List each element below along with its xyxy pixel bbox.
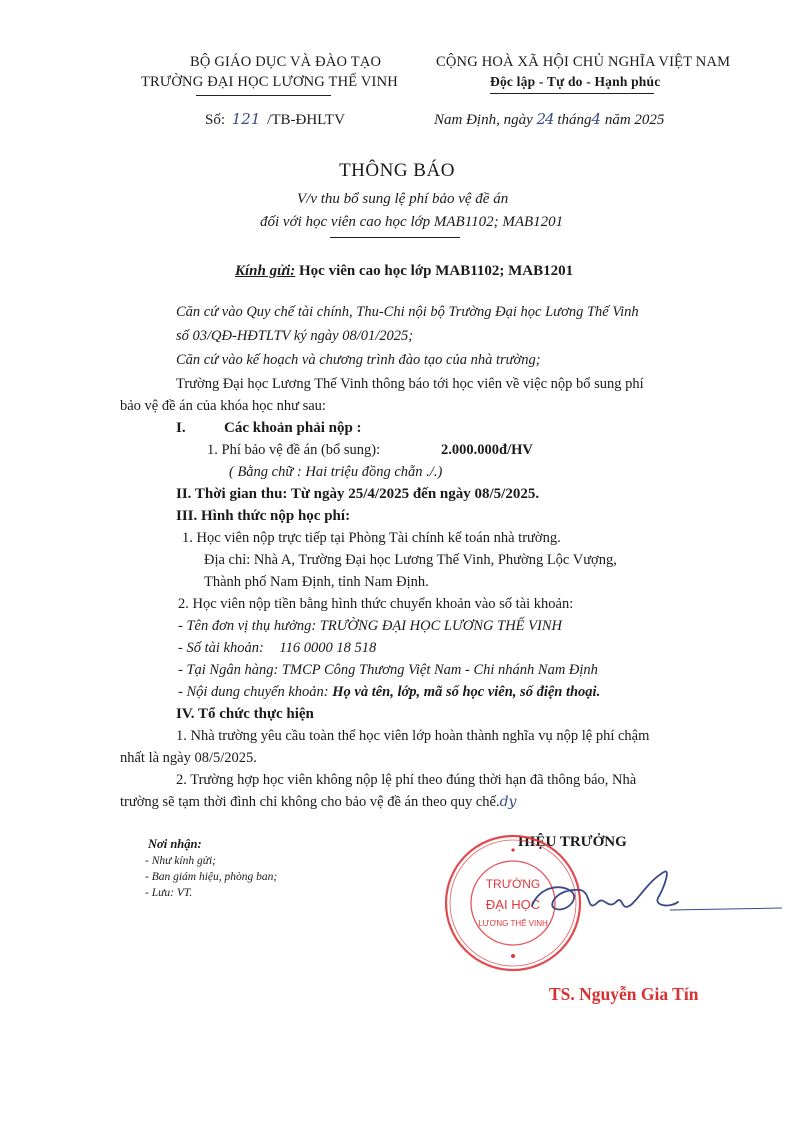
document-number bbox=[205, 110, 345, 129]
fee-label: 1. Phí bảo vệ đề án (bổ sung): bbox=[207, 442, 381, 458]
intro-line1: Trường Đại học Lương Thế Vinh thông báo tới học viên về việc nộp bổ sung phí bbox=[176, 376, 644, 392]
handwritten-day: 24 bbox=[536, 110, 554, 128]
implementation-2-line2 bbox=[120, 794, 516, 811]
intro-line2: bảo vệ đề án của khóa học như sau: bbox=[120, 398, 326, 414]
header-right-underline bbox=[490, 93, 654, 94]
date-month-label: tháng bbox=[557, 112, 592, 128]
date-year: năm 2025 bbox=[604, 112, 665, 128]
implementation-2-text: trường sẽ tạm thời đình chỉ không cho bảo vệ đề án theo quy chế. bbox=[120, 794, 500, 810]
national-motto: Độc lập - Tự do - Hạnh phúc bbox=[490, 74, 661, 89]
recipients-label: Nơi nhận: bbox=[148, 837, 202, 851]
signer-title: HIỆU TRƯỞNG bbox=[518, 834, 627, 850]
implementation-1-line2: nhất là ngày 08/5/2025. bbox=[120, 750, 257, 766]
section-3-title: III. Hình thức nộp học phí: bbox=[176, 508, 351, 524]
handwritten-month: 4 bbox=[591, 110, 602, 128]
university-name: TRƯỜNG ĐẠI HỌC LƯƠNG THẾ VINH bbox=[141, 74, 398, 90]
transfer-content-line bbox=[178, 684, 600, 701]
ministry-name: BỘ GIÁO DỤC VÀ ĐÀO TẠO bbox=[190, 54, 382, 70]
seal-text-3: LƯƠNG THẾ VINH bbox=[478, 919, 548, 928]
transfer-content-value: Họ và tên, lớp, mã số học viên, số điện thoại. bbox=[332, 684, 601, 700]
recipients-item-1: - Như kính gửi; bbox=[145, 855, 216, 867]
country-name: CỘNG HOÀ XÃ HỘI CHỦ NGHĨA VIỆT NAM bbox=[436, 54, 731, 70]
number-prefix: Số: bbox=[205, 112, 226, 128]
seal-text-1: TRƯỜNG bbox=[485, 877, 541, 891]
legal-basis-1-line2: số 03/QĐ-HĐTLTV ký ngày 08/01/2025; bbox=[176, 328, 414, 344]
account-number-line bbox=[178, 640, 376, 657]
recipient-line bbox=[235, 263, 573, 280]
handwritten-initials: dy bbox=[499, 794, 517, 810]
method-2: 2. Học viên nộp tiền bằng hình thức chuyển khoản vào số tài khoản: bbox=[178, 596, 574, 612]
fee-amount: 2.000.000đ/HV bbox=[441, 442, 533, 458]
section-1-title: Các khoản phải nộp : bbox=[224, 420, 362, 436]
implementation-1-line1: 1. Nhà trường yêu cầu toàn thể học viên lớp hoàn thành nghĩa vụ nộp lệ phí chậm bbox=[176, 728, 650, 744]
method-1-line1: 1. Học viên nộp trực tiếp tại Phòng Tài chính kế toán nhà trường. bbox=[182, 530, 561, 546]
bank-name: - Tại Ngân hàng: TMCP Công Thương Việt Nam - Chi nhánh Nam Định bbox=[178, 662, 598, 678]
legal-basis-2: Căn cứ vào kế hoạch và chương trình đào tạo của nhà trường; bbox=[176, 352, 541, 368]
section-4-title: IV. Tổ chức thực hiện bbox=[176, 706, 314, 722]
implementation-2-line1: 2. Trường hợp học viên không nộp lệ phí theo đúng thời hạn đã thông báo, Nhà bbox=[176, 772, 637, 788]
account-number: 116 0000 18 518 bbox=[279, 640, 377, 656]
transfer-content-label: - Nội dung chuyển khoản: bbox=[178, 684, 329, 700]
date-prefix: Nam Định, ngày bbox=[434, 112, 533, 128]
signature-tail bbox=[670, 908, 782, 910]
subject-underline bbox=[330, 237, 460, 238]
recipient-label: Kính gửi: bbox=[235, 263, 296, 279]
document-subject-line1: V/v thu bổ sung lệ phí bảo vệ đề án bbox=[297, 191, 509, 207]
account-number-label: - Số tài khoản: bbox=[178, 640, 264, 656]
header-left-underline bbox=[196, 95, 331, 96]
account-holder: - Tên đơn vị thụ hưởng: TRƯỜNG ĐẠI HỌC LƯƠNG THẾ VINH bbox=[178, 618, 562, 634]
recipients-item-3: - Lưu: VT. bbox=[145, 887, 193, 899]
method-1-line2: Địa chỉ: Nhà A, Trường Đại học Lương Thế Vinh, Phường Lộc Vượng, bbox=[204, 552, 617, 568]
document-subject-line2: đối với học viên cao học lớp MAB1102; MAB1201 bbox=[260, 214, 564, 230]
seal-text-2: ĐẠI HỌC bbox=[485, 897, 541, 912]
signature-stroke bbox=[532, 871, 678, 909]
number-suffix: /TB-ĐHLTV bbox=[267, 112, 345, 128]
signer-name: TS. Nguyễn Gia Tín bbox=[549, 984, 699, 1004]
document-date bbox=[434, 110, 664, 129]
recipient-text: Học viên cao học lớp MAB1102; MAB1201 bbox=[299, 263, 574, 279]
method-1-line3: Thành phố Nam Định, tỉnh Nam Định. bbox=[204, 574, 429, 590]
section-2-collection-period: II. Thời gian thu: Từ ngày 25/4/2025 đến ngày 08/5/2025. bbox=[176, 486, 540, 502]
document-title: THÔNG BÁO bbox=[339, 160, 455, 181]
signature bbox=[520, 858, 790, 938]
legal-basis-1-line1: Căn cứ vào Quy chế tài chính, Thu-Chi nội bộ Trường Đại học Lương Thế Vinh bbox=[176, 304, 639, 320]
fee-in-words: ( Bằng chữ : Hai triệu đồng chẵn ./.) bbox=[229, 464, 443, 480]
recipients-item-2: - Ban giám hiệu, phòng ban; bbox=[145, 871, 278, 883]
section-1-number: I. bbox=[176, 420, 186, 436]
handwritten-number: 121 bbox=[231, 110, 261, 128]
